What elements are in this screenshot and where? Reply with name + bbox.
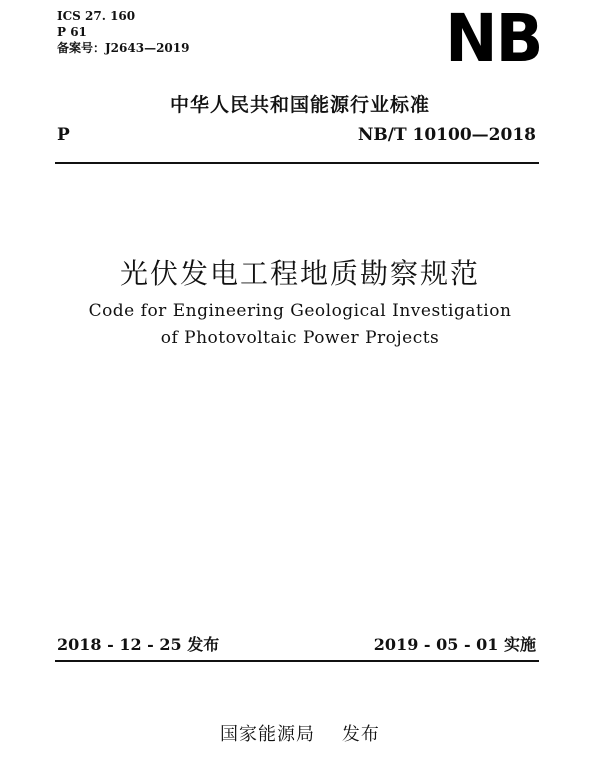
- title-english: [0, 298, 600, 352]
- standard-number: NB/T 10100—2018: [357, 125, 536, 145]
- release-date: 2018 - 12 - 25 发布: [57, 635, 220, 654]
- bottom-divider: [55, 660, 539, 662]
- nb-logo: NB: [445, 0, 542, 77]
- title-english-line-2: of Photovoltaic Power Projects: [160, 328, 440, 348]
- ics-code: ICS 27. 160: [57, 9, 136, 23]
- top-divider: [55, 162, 539, 164]
- standard-category: 中华人民共和国能源行业标准: [169, 94, 430, 116]
- ccs-code: P 61: [57, 25, 87, 39]
- meta-block: [57, 8, 189, 56]
- classification-code: P: [57, 125, 70, 145]
- record-number: 备案号：J2643—2019: [57, 41, 190, 55]
- implement-date: 2019 - 05 - 01 实施: [373, 635, 536, 654]
- title-english-line-1: Code for Engineering Geological Investigation: [88, 301, 512, 321]
- title-chinese: 光伏发电工程地质勘察规范: [119, 257, 480, 290]
- publisher: 国家能源局 发布: [220, 724, 380, 745]
